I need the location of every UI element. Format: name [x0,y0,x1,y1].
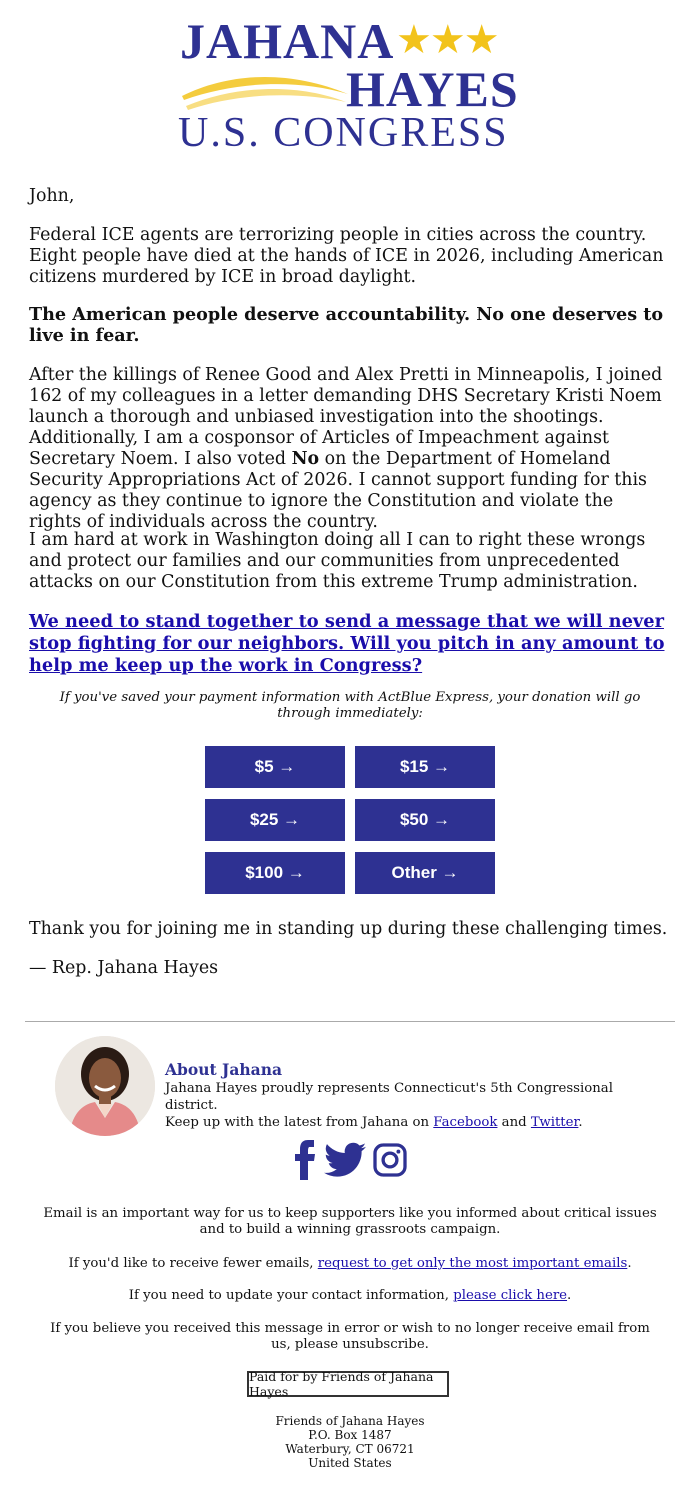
about-and: and [497,1115,531,1130]
donate-100-button[interactable]: $100 → [205,852,345,894]
actblue-express-note: If you've saved your payment information with ActBlue Express, your donation will go through immediately: [59,690,641,721]
about-period: . [578,1115,583,1130]
avatar [55,1036,155,1136]
facebook-icon[interactable] [290,1140,320,1184]
address-line: Friends of Jahana Hayes [275,1414,425,1428]
address-line: P.O. Box 1487 [308,1428,392,1442]
campaign-logo [176,14,526,154]
about-line2 [165,1114,645,1131]
address-line: United States [308,1456,392,1470]
instagram-icon[interactable] [372,1140,408,1184]
paragraph-actions-rest: on the Department of Homeland Security Appropriations Act of 2026. I cannot support funding for this agency as they continue to ignore the Constitution and violate the rights of individuals across the country. [29,449,647,532]
paragraph-work: I am hard at work in Washington doing all I can to right these wrongs and protect our families and our communities from unprecedented attacks on our Constitution from this extreme Trump administration. [29,530,646,592]
footer-update-info [40,1288,660,1304]
about-line1: Jahana Hayes proudly represents Connecticut's 5th Congressional district. [165,1081,613,1113]
facebook-link[interactable]: Facebook [433,1115,498,1130]
fewer-emails-link[interactable]: request to get only the most important emails [317,1256,628,1271]
paragraph-actions-text: After the killings of Renee Good and Alex Pretti in Minneapolis, I joined 162 of my colleagues in a letter demanding DHS Secretary Kristi Noem launch a thorough and unbiased investigation into the shootings. Additionally, I am a cosponsor of Articles of Impeachment against Secretary Noem. I also voted [29,365,663,469]
donate-50-button[interactable]: $50 → [355,799,495,841]
donate-cta-link[interactable]: We need to stand together to send a message that we will never stop fighting for our neighbors. Will you pitch in any amount to help me keep up the work in Congress? [29,611,665,676]
logo-last-name: HAYES [346,61,519,117]
footer-email-importance: Email is an important way for us to keep supporters like you informed about critical issues and to build a winning grassroots campaign. [43,1206,657,1237]
update-info-link[interactable]: please click here [453,1288,568,1303]
address-line: Waterbury, CT 06721 [285,1442,415,1456]
portrait-icon [55,1036,155,1136]
about-heading: About Jahana [165,1060,283,1079]
signature: — Rep. Jahana Hayes [29,958,219,978]
greeting: John, [29,186,75,206]
footer-fewer-period: . [627,1256,632,1271]
footer-fewer-emails [40,1256,660,1272]
about-section [165,1060,645,1131]
mailing-address [200,1414,500,1470]
paid-for-box: Paid for by Friends of Jahana Hayes [247,1371,449,1397]
twitter-icon[interactable] [324,1140,366,1184]
footer-update-text: If you need to update your contact information, [128,1288,454,1303]
donate-25-button[interactable]: $25 → [205,799,345,841]
paragraph-accountability: The American people deserve accountability. No one deserves to live in fear. [29,304,664,346]
donate-5-button[interactable]: $5 → [205,746,345,788]
paragraph-actions-vote: No [291,449,320,469]
footer-fewer-text: If you'd like to receive fewer emails, [68,1256,318,1271]
twitter-link[interactable]: Twitter [530,1115,579,1130]
cta-paragraph [29,611,669,677]
logo-swoosh-icon [180,66,350,112]
footer-unsubscribe: If you believe you received this message in error or wish to no longer receive email from us, please unsubscribe. [50,1321,650,1352]
thanks-text: Thank you for joining me in standing up during these challenging times. [29,919,668,939]
divider [25,1021,675,1022]
paragraph-actions [29,365,669,533]
about-line2-text: Keep up with the latest from Jahana on [165,1115,434,1130]
footer-update-period: . [567,1288,572,1303]
donate-15-button[interactable]: $15 → [355,746,495,788]
social-icons [290,1140,410,1182]
paragraph-ice: Federal ICE agents are terrorizing people in cities across the country. Eight people have died at the hands of ICE in 2026, including American citizens murdered by ICE in broad daylight. [29,225,664,287]
logo-first-name: JAHANA [180,13,395,69]
logo-office: U.S. CONGRESS [178,110,509,156]
logo-stars: ★★★ [396,17,498,63]
donate-other-button[interactable]: Other → [355,852,495,894]
